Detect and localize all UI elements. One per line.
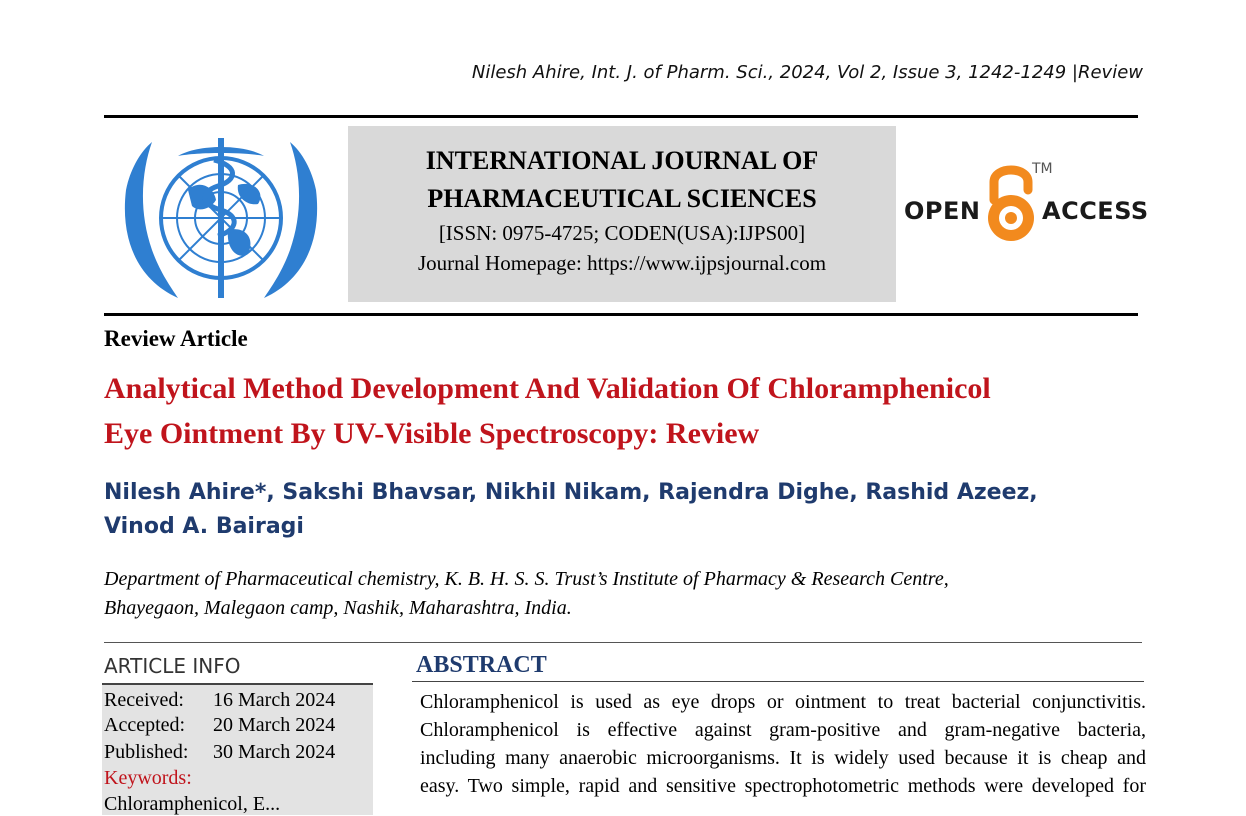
journal-title-box (348, 126, 896, 302)
article-info-heading: ARTICLE INFO (104, 654, 241, 678)
authors-line1: Nilesh Ahire*, Sakshi Bhavsar, Nikhil Nikam, Rajendra Dighe, Rashid Azeez, (104, 480, 1038, 505)
received-date: 16 March 2024 (213, 689, 336, 711)
keywords-label: Keywords: (104, 767, 192, 789)
section-rule (104, 642, 1142, 643)
paper-title-line2: Eye Ointment By UV-Visible Spectroscopy: Review (104, 417, 760, 450)
paper-title (104, 366, 1144, 456)
who-emblem-logo (118, 130, 324, 306)
article-type: Review Article (104, 326, 248, 351)
open-access-left-text: OPEN (904, 197, 981, 225)
abstract-heading: ABSTRACT (416, 652, 547, 678)
journal-name-line1: INTERNATIONAL JOURNAL OF (425, 146, 819, 175)
received-label: Received: (104, 689, 184, 711)
journal-issn: [ISSN: 0975-4725; CODEN(USA):IJPS00] (438, 221, 806, 245)
article-info-box (102, 685, 373, 815)
header-bottom-rule (104, 313, 1138, 316)
trademark-mark: TM (1032, 161, 1053, 177)
abstract-underline (412, 681, 1144, 682)
accepted-row (104, 712, 335, 738)
accepted-label: Accepted: (104, 714, 186, 736)
published-date: 30 March 2024 (213, 741, 336, 763)
journal-name-line2: PHARMACEUTICAL SCIENCES (427, 184, 817, 213)
open-access-logo (902, 158, 1149, 253)
affiliation-line2: Bhayegaon, Malegaon camp, Nashik, Maharashtra, India. (104, 597, 572, 619)
top-rule (104, 115, 1138, 118)
authors-line2: Vinod A. Bairagi (104, 514, 304, 539)
published-label: Published: (104, 741, 189, 763)
running-head: Nilesh Ahire, Int. J. of Pharm. Sci., 2024, Vol 2, Issue 3, 1242-1249 |Review (471, 62, 1143, 83)
abstract-body (420, 688, 1146, 800)
author-list (104, 476, 1144, 544)
affiliation-line1: Department of Pharmaceutical chemistry, K. B. H. S. S. Trust’s Institute of Pharmacy & Research Centre, (104, 568, 949, 590)
open-access-right-text: ACCESS (1042, 197, 1149, 225)
received-row (104, 687, 335, 713)
accepted-date: 20 March 2024 (213, 714, 336, 736)
paper-title-line1: Analytical Method Development And Validation Of Chloramphenicol (104, 372, 991, 405)
journal-homepage: Journal Homepage: https://www.ijpsjournal.com (417, 251, 827, 275)
abstract-line3: including many anaerobic microorganisms. It is widely used because it is cheap and (420, 747, 1146, 769)
keywords-value: Chloramphenicol, E... (104, 793, 281, 815)
published-row (104, 739, 335, 765)
abstract-line1: Chloramphenicol is used as eye drops or ointment to treat bacterial conjunctivitis. (420, 691, 1146, 713)
abstract-line2: Chloramphenicol is effective against gram-positive and gram-negative bacteria, (420, 719, 1146, 741)
affiliation (104, 565, 1144, 623)
abstract-line4: easy. Two simple, rapid and sensitive spectrophotometric methods were developed for (420, 775, 1146, 797)
